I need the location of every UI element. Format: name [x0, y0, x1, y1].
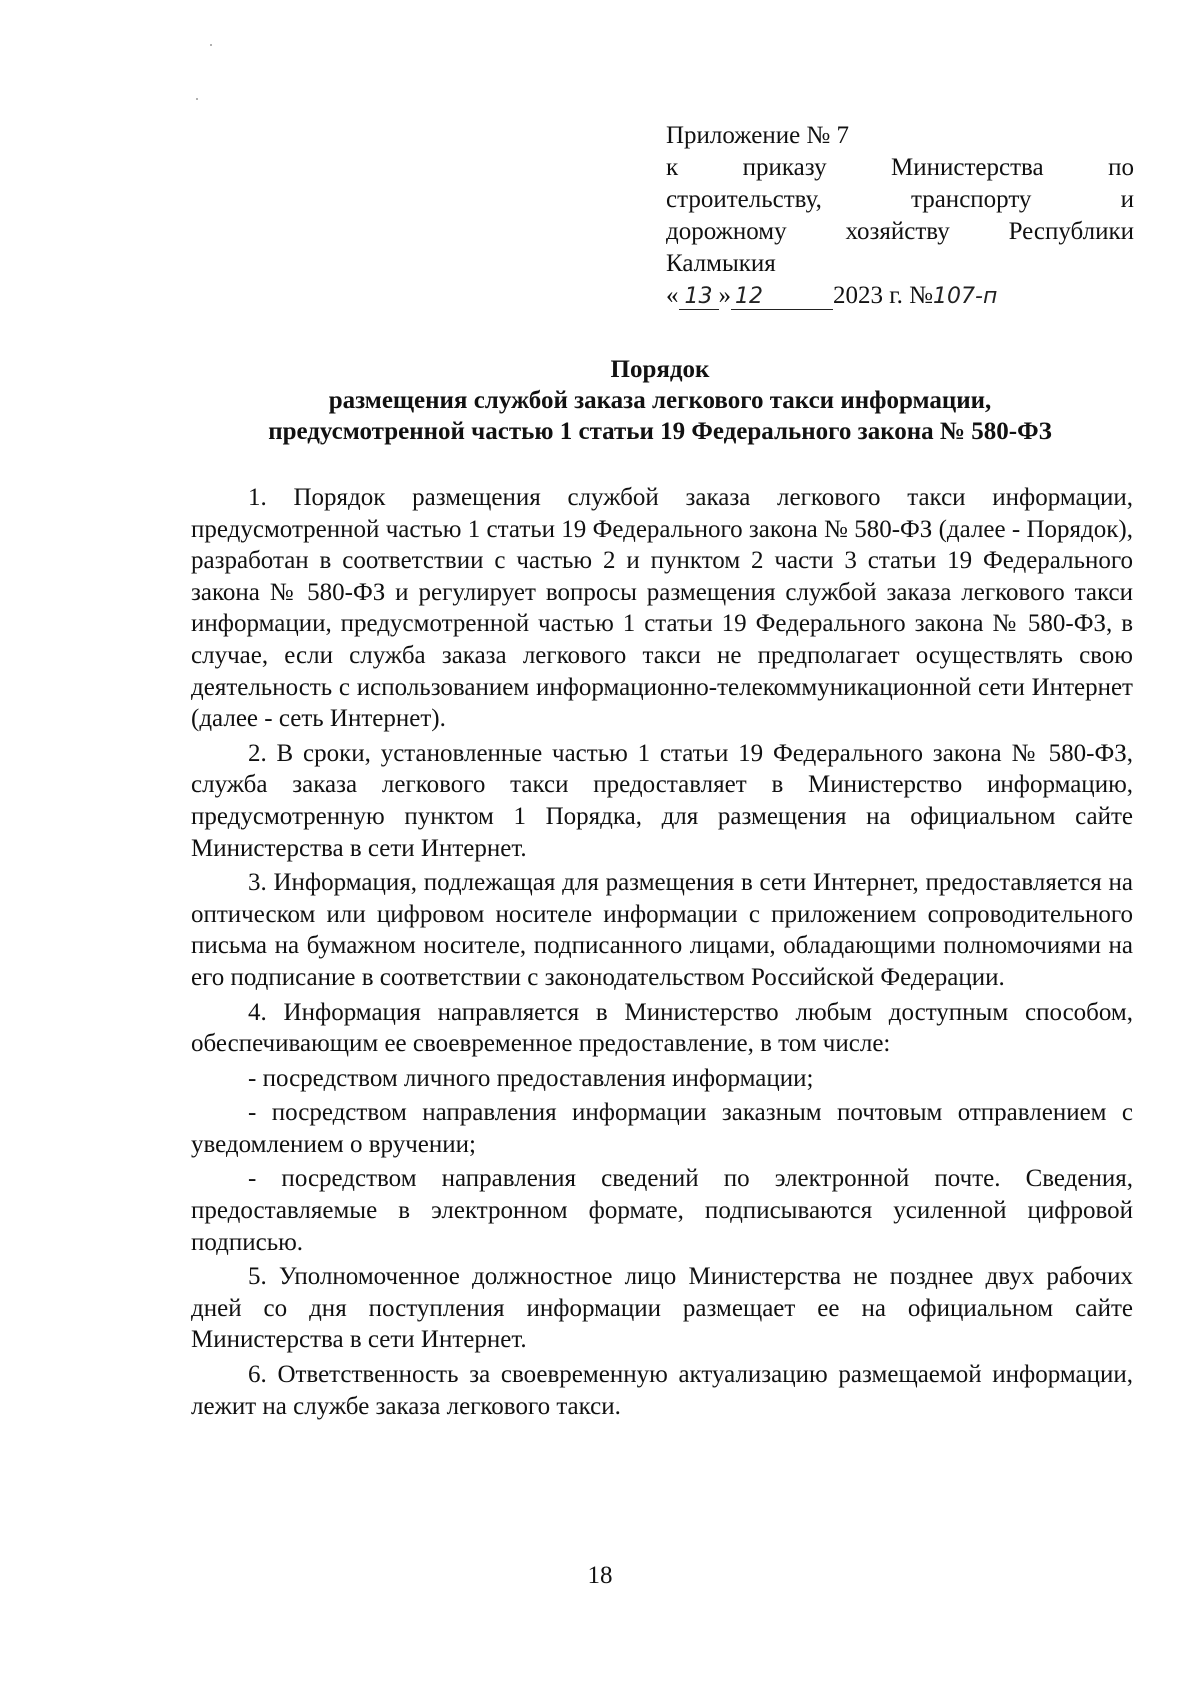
handwritten-day: 13 [679, 285, 719, 310]
document-body [191, 482, 1133, 1425]
annex-line-2: строительству, транспорту и [666, 186, 1134, 213]
scan-speck [196, 98, 198, 100]
handwritten-month: 12 [731, 285, 833, 310]
handwritten-order-number: 107-п [933, 284, 998, 309]
list-item-2: - посредством направления информации заказным почтовым отправлением с уведомлением о вручении; [191, 1099, 1133, 1158]
list-item-3: - посредством направления сведений по электронной почте. Сведения, предоставляемые в электронном формате, подписываются усиленной цифровой подписью. [191, 1165, 1133, 1256]
annex-line-4: Калмыкия [666, 250, 776, 277]
annex-line-3: дорожному хозяйству Республики [666, 218, 1134, 245]
order-year: 2023 г. № [833, 282, 934, 309]
page-number: 18 [587, 1562, 613, 1589]
paragraph-6: 6. Ответственность за своевременную актуализацию размещаемой информации, лежит на службе заказа легкового такси. [191, 1361, 1133, 1420]
title-line-1: Порядок [610, 356, 710, 383]
paragraph-2: 2. В сроки, установленные частью 1 статьи 19 Федерального закона № 580-ФЗ, служба заказа легкового такси предоставляет в Министерство информацию, предусмотренную пунктом 1 Порядка, для размещения на официальном сайте Министерства в сети Интернет. [191, 739, 1133, 862]
paragraph-5: 5. Уполномоченное должностное лицо Министерства не позднее двух рабочих дней со дня поступления информации размещает ее на официальном сайте Министерства в сети Интернет. [191, 1263, 1133, 1354]
title-line-3: предусмотренной частью 1 статьи 19 Федерального закона № 580-ФЗ [268, 418, 1052, 445]
document-title [180, 354, 1140, 447]
title-line-2: размещения службой заказа легкового такси информации, [328, 387, 992, 414]
annex-title: Приложение № 7 [666, 122, 850, 149]
annex-line-1: к приказу Министерства по [666, 154, 1134, 181]
paragraph-4: 4. Информация направляется в Министерство любым доступным способом, обеспечивающим ее своевременное предоставление, в том числе: [191, 998, 1133, 1058]
scan-speck [210, 44, 212, 46]
paragraph-1: 1. Порядок размещения службой заказа легкового такси информации, предусмотренной частью 1 статьи 19 Федерального закона № 580-ФЗ (далее - Порядок), разработан в соответствии с частью 2 и пунктом 2 части 3 статьи 19 Федерального закона № 580-ФЗ и регулирует вопросы размещения службой заказа легкового такси информации, предусмотренной частью 1 статьи 19 Федерального закона № 580-ФЗ, в случае, если служба заказа легкового такси не предполагает осуществлять свою деятельность с использованием информационно-телекоммуникационной сети Интернет (далее - сеть Интернет). [191, 484, 1133, 733]
annex-header [666, 120, 1134, 312]
paragraph-3: 3. Информация, подлежащая для размещения в сети Интернет, предоставляется на оптическом или цифровом носителе информации с приложением сопроводительного письма на бумажном носителе, подписанного лицами, обладающими полномочиями на его подписание в соответствии с законодательством Российской Федерации. [191, 869, 1133, 991]
order-date-line: « 13 » 12 2023 г. № 107-п [666, 280, 1134, 312]
list-item-1: - посредством личного предоставления информации; [248, 1064, 814, 1092]
